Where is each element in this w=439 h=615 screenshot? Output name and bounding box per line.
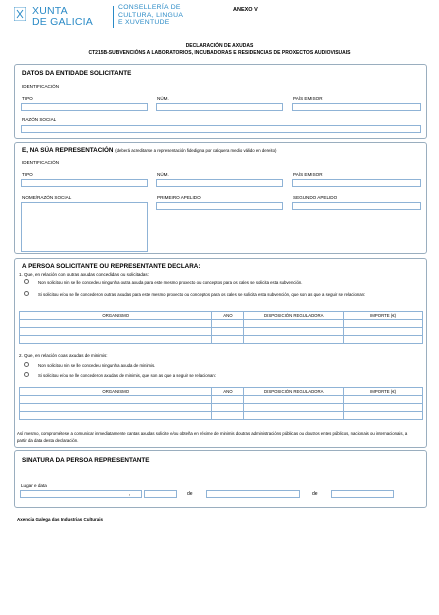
representative-type-field[interactable] [21, 179, 148, 187]
de-separator: de [312, 491, 318, 497]
regulation-cell[interactable] [244, 404, 344, 412]
document-title: DECLARACIÓN DE AXUDAS [185, 43, 254, 49]
year-cell[interactable] [212, 336, 244, 344]
organismo-cell[interactable] [20, 396, 212, 404]
surname1-label: PRIMEIRO APELIDO [157, 195, 201, 200]
section-title: DATOS DA ENTIDADE SOLICITANTE [22, 70, 132, 77]
country-label: PAÍS EMISOR [293, 172, 323, 177]
organismo-cell[interactable] [20, 328, 212, 336]
department-name [118, 4, 183, 27]
q2-option-yes-radio[interactable] [24, 372, 29, 377]
org-line2: DE GALICIA [32, 16, 93, 28]
department-line: E XUVENTUDE [118, 19, 170, 27]
org-line1: XUNTA [32, 5, 68, 17]
amount-cell[interactable] [344, 336, 423, 344]
section-title-text: E, NA SÚA REPRESENTACIÓN [22, 147, 114, 154]
commitment-statement: Así mesmo, comprométese a comunicar inmediatamente cantas axudas solicite e/ou obteña en réxime de minimis doutras administracións públicas ou doutros entes públicos, nacionais ou internacionais, a partir da data desta declaración. [17, 431, 408, 443]
identification-heading: IDENTIFICACIÓN [22, 84, 60, 89]
place-field[interactable] [20, 490, 142, 498]
department-line: CONSELLERÍA DE [118, 4, 181, 11]
page-header [12, 4, 427, 32]
representative-surname2-field[interactable] [292, 202, 421, 210]
surname2-label: SEGUNDO APELIDO [293, 195, 338, 200]
q2-option-none-label: Non solicitou nin se lle concedeu ningunha axuda de minimis. [38, 363, 156, 368]
xunta-cross-icon [14, 7, 26, 21]
applicant-country-field[interactable] [292, 103, 421, 111]
day-field[interactable] [144, 490, 177, 498]
representation-note: (deberá acreditarse a representación fidedigna por calquera medio válido en dereito) [115, 148, 277, 153]
column-header: ANO [212, 388, 244, 396]
amount-cell[interactable] [344, 412, 423, 420]
year-cell[interactable] [212, 328, 244, 336]
identification-heading: IDENTIFICACIÓN [22, 160, 60, 165]
signature-section [14, 450, 427, 508]
month-field[interactable] [206, 490, 300, 498]
section-title [22, 147, 276, 154]
q1-option-yes-label: Si solicitou e/ou se lle concederon outras axudas para este mesmo proxecto ou conceptos para os cales se solicita esta subvención, que son as que a seguir se relacionan: [38, 292, 366, 297]
amount-cell[interactable] [344, 328, 423, 336]
name-label: NOME/RAZÓN SOCIAL [22, 195, 72, 200]
column-header: DISPOSICIÓN REGULADORA [244, 312, 344, 320]
representative-section [14, 142, 427, 254]
aid-table-2 [19, 387, 423, 420]
xunta-wordmark [32, 6, 93, 28]
organismo-cell[interactable] [20, 412, 212, 420]
type-label: TIPO [22, 172, 33, 177]
amount-cell[interactable] [344, 396, 423, 404]
annex-label: ANEXO V [233, 7, 258, 13]
applicant-number-field[interactable] [156, 103, 283, 111]
number-label: NÚM. [157, 96, 169, 101]
table-row [20, 328, 423, 336]
representative-country-field[interactable] [292, 179, 421, 187]
question-2: 2. Que, en relación coas axudas de minimis: [19, 353, 108, 358]
aid-table-1 [19, 311, 423, 344]
table-row [20, 336, 423, 344]
regulation-cell[interactable] [244, 328, 344, 336]
amount-cell[interactable] [344, 320, 423, 328]
section-title: A PERSOA SOLICITANTE OU REPRESENTANTE DECLARA: [22, 263, 201, 270]
year-cell[interactable] [212, 396, 244, 404]
name-label: RAZÓN SOCIAL [22, 117, 57, 122]
column-header: ORGANISMO [20, 312, 212, 320]
document-subtitle: CT215B-SUBVENCIÓNS A LABORATORIOS, INCUBADORAS E RESIDENCIAS DE PROXECTOS AUDIOVISUAIS [88, 50, 351, 56]
regulation-cell[interactable] [244, 412, 344, 420]
q1-option-none-radio[interactable] [24, 279, 29, 284]
year-cell[interactable] [212, 320, 244, 328]
declaration-section [14, 258, 427, 448]
regulation-cell[interactable] [244, 320, 344, 328]
regulation-cell[interactable] [244, 396, 344, 404]
column-header: DISPOSICIÓN REGULADORA [244, 388, 344, 396]
organismo-cell[interactable] [20, 336, 212, 344]
representative-surname1-field[interactable] [156, 202, 283, 210]
table-header-row [20, 312, 423, 320]
column-header: IMPORTE (€) [344, 388, 423, 396]
representative-name-field[interactable] [21, 202, 148, 252]
table-row [20, 412, 423, 420]
organismo-cell[interactable] [20, 404, 212, 412]
q1-option-yes-radio[interactable] [24, 291, 29, 296]
applicant-type-field[interactable] [21, 103, 148, 111]
country-label: PAÍS EMISOR [293, 96, 323, 101]
column-header: ANO [212, 312, 244, 320]
question-1: 1. Que, en relación con outras axudas concedidas ou solicitadas: [19, 272, 149, 277]
year-field[interactable] [331, 490, 394, 498]
q1-option-none-label: Non solicitou nin se lle concedeu ningunha outra axuda para este mesmo proxecto ou conceptos para os cales se solicita esta subvención. [38, 280, 303, 285]
q2-option-yes-label: Si solicitou e/ou se lle concederon axudas de minimis, que son as que a seguir se relacionan: [38, 373, 216, 378]
table-header-row [20, 388, 423, 396]
type-label: TIPO [22, 96, 33, 101]
regulation-cell[interactable] [244, 336, 344, 344]
comma-separator: , [129, 491, 131, 497]
section-title: SINATURA DA PERSOA REPRESENTANTE [22, 457, 150, 464]
year-cell[interactable] [212, 404, 244, 412]
place-date-label: Lugar e data [21, 483, 47, 488]
applicant-section [14, 64, 427, 139]
organismo-cell[interactable] [20, 320, 212, 328]
logo-divider [113, 6, 114, 28]
department-line: CULTURA, LINGUA [118, 11, 184, 19]
applicant-name-field[interactable] [21, 125, 421, 133]
table-row [20, 404, 423, 412]
xunta-logo [14, 4, 112, 32]
table-row [20, 396, 423, 404]
amount-cell[interactable] [344, 404, 423, 412]
year-cell[interactable] [212, 412, 244, 420]
agency-footer: Axencia Galega das Industrias Culturais [17, 517, 104, 522]
column-header: ORGANISMO [20, 388, 212, 396]
representative-number-field[interactable] [156, 179, 283, 187]
column-header: IMPORTE (€) [344, 312, 423, 320]
q2-option-none-radio[interactable] [24, 362, 29, 367]
table-row [20, 320, 423, 328]
de-separator: de [187, 491, 193, 497]
number-label: NÚM. [157, 172, 169, 177]
